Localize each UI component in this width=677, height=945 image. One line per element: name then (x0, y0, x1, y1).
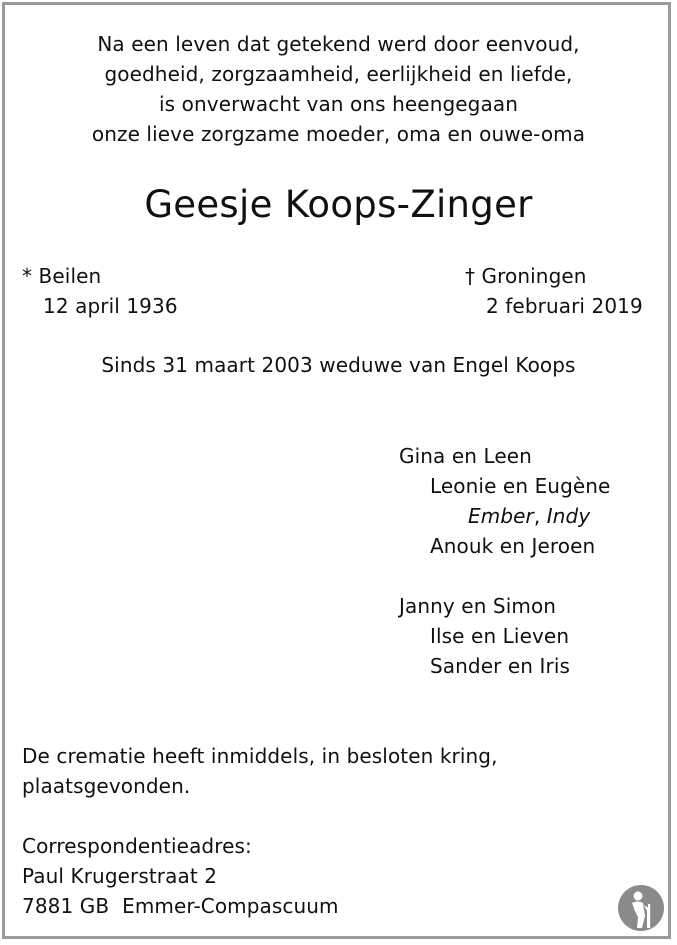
intro-line-3: is onverwacht van ons heengegaan (159, 92, 518, 116)
family-group2-child2: Sander en Iris (430, 654, 571, 678)
family-group2-parents: Janny en Simon (399, 594, 557, 618)
cremation-line-2: plaatsgevonden. (22, 774, 191, 798)
family-group2-child1: Ilse en Lieven (430, 624, 570, 648)
family-group1-parents: Gina en Leen (399, 444, 532, 468)
grandchild-name-1: Ember (468, 504, 534, 528)
death-date: 2 februari 2019 (486, 294, 643, 318)
correspondence-city: 7881 GB Emmer-Compascuum (22, 894, 339, 918)
birth-date: 12 april 1936 (43, 294, 178, 318)
deceased-name: Geesje Koops-Zinger (144, 183, 533, 226)
birth-place: * Beilen (22, 264, 102, 288)
grandchild-separator: , (533, 504, 547, 528)
family-group1-child1: Leonie en Eugène (430, 474, 611, 498)
grandchild-name-2: Indy (546, 504, 591, 528)
intro-line-4: onze lieve zorgzame moeder, oma en ouwe-oma (91, 122, 586, 146)
family-grandchildren (468, 504, 590, 528)
widow-line: Sinds 31 maart 2003 weduwe van Engel Koops (101, 353, 576, 377)
mourning-figure-icon (617, 884, 665, 932)
death-place: † Groningen (465, 264, 587, 288)
intro-line-1: Na een leven dat getekend werd door eenvoud, (97, 32, 580, 56)
correspondence-label: Correspondentieadres: (22, 834, 252, 858)
cremation-line-1: De crematie heeft inmiddels, in besloten kring, (22, 744, 498, 768)
family-group1-child2: Anouk en Jeroen (430, 534, 596, 558)
intro-line-2: goedheid, zorgzaamheid, eerlijkheid en liefde, (104, 62, 573, 86)
correspondence-street: Paul Krugerstraat 2 (22, 864, 218, 888)
